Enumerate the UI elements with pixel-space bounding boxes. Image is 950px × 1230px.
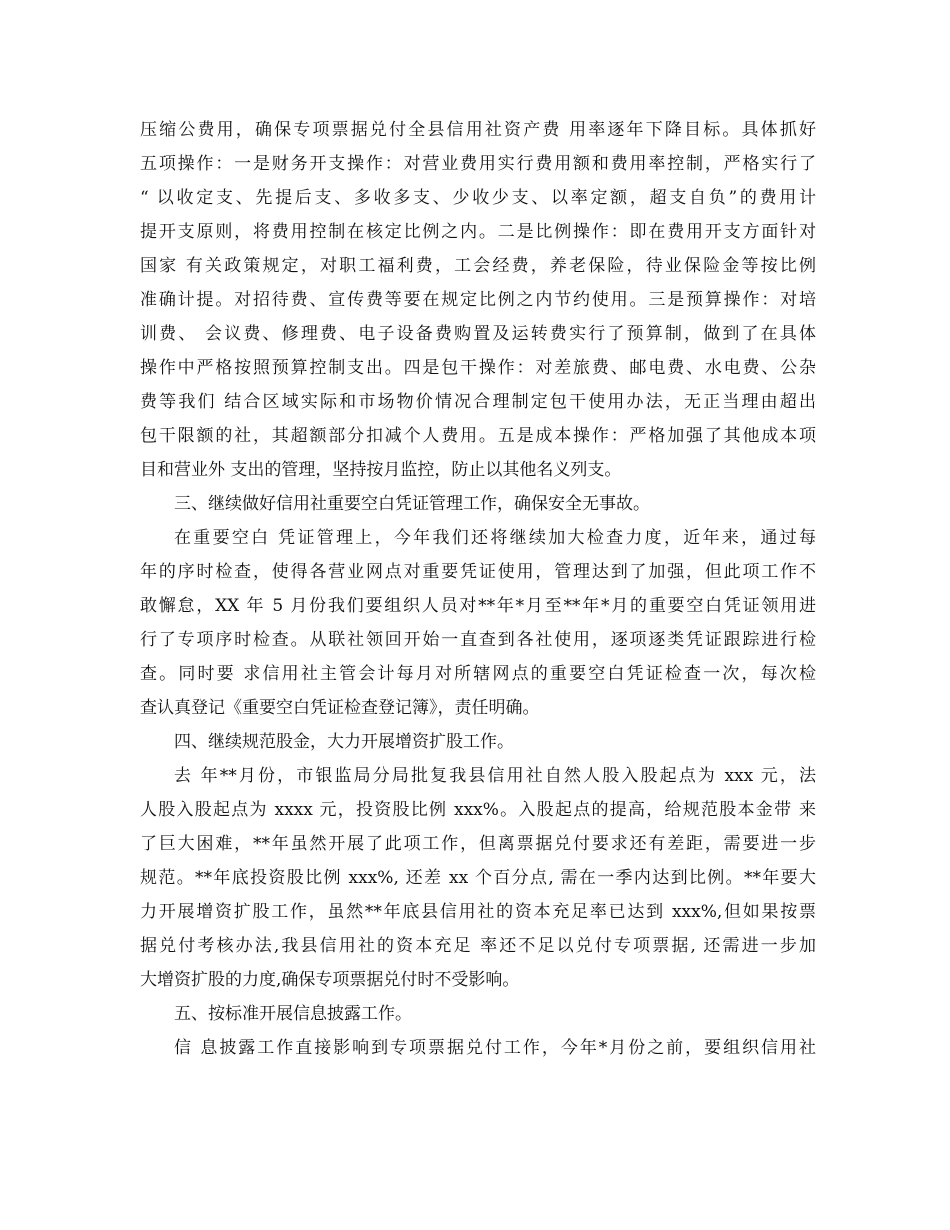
text-line: 年的序时检查，使得各营业网点对重要凭证使用，管理达到了加强，但此项工作不 — [140, 562, 816, 582]
text-line: 国家 有关政策规定，对职工福利费，工会经费，养老保险，待业保险金等按比例 — [140, 256, 816, 276]
text-line: 规范。**年底投资股比例 xxx%, 还差 xx 个百分点, 需在一季内达到比例。**年要大 — [140, 868, 816, 888]
text-line: 去 年**月份，市银监局分局批复我县信用社自然人股入股起点为 xxx 元，法 — [174, 766, 816, 786]
text-line: 压缩公费用，确保专项票据兑付全县信用社资产费 用率逐年下降目标。具体抓好 — [140, 120, 816, 140]
text-line: 操作中严格按照预算控制支出。四是包干操作：对差旅费、邮电费、水电费、公杂 — [140, 358, 816, 378]
text-line: 五、按标准开展信息披露工作。 — [174, 1004, 412, 1024]
text-line: 在重要空白 凭证管理上，今年我们还将继续加大检查力度，近年来，通过每 — [174, 528, 816, 548]
document-page — [140, 113, 816, 1065]
text-line: 了巨大困难，**年虽然开展了此项工作，但离票据兑付要求还有差距，需要进一步 — [140, 834, 816, 854]
text-line: 据兑付考核办法,我县信用社的资本充足 率还不足以兑付专项票据, 还需进一步加 — [140, 936, 816, 956]
text-line: 查。同时要 求信用社主管会计每月对所辖网点的重要空白凭证检查一次，每次检 — [140, 664, 816, 684]
text-line: 包干限额的社，其超额部分扣减个人费用。五是成本操作：严格加强了其他成本项 — [140, 426, 816, 446]
text-line: 查认真登记《重要空白凭证检查登记簿》，责任明确。 — [140, 698, 540, 718]
text-line: 大增资扩股的力度,确保专项票据兑付时不受影响。 — [140, 970, 520, 990]
text-line: 信 息披露工作直接影响到专项票据兑付工作，今年*月份之前，要组织信用社 — [174, 1038, 816, 1058]
text-line: 力开展增资扩股工作，虽然**年底县信用社的资本充足率已达到 xxx%,但如果按票 — [140, 902, 816, 922]
text-line: “ 以收定支、先提后支、多收多支、少收少支、以率定额，超支自负”的费用计 — [140, 188, 816, 208]
text-line: 三、继续做好信用社重要空白凭证管理工作，确保安全无事故。 — [174, 494, 650, 514]
text-line: 行了专项序时检查。从联社领回开始一直查到各社使用，逐项逐类凭证跟踪进行检 — [140, 630, 816, 650]
text-line: 目和营业外 支出的管理，坚持按月监控，防止以其他名义列支。 — [140, 460, 622, 480]
text-line: 训费、 会议费、修理费、电子设备费购置及运转费实行了预算制，做到了在具体 — [140, 324, 816, 344]
text-line: 提开支原则，将费用控制在核定比例之内。二是比例操作：即在费用开支方面针对 — [140, 222, 816, 242]
text-line: 人股入股起点为 xxxx 元，投资股比例 xxx%。入股起点的提高，给规范股本金带 来 — [140, 800, 816, 820]
text-line: 准确计提。对招待费、宣传费等要在规定比例之内节约使用。三是预算操作：对培 — [140, 290, 816, 310]
text-line: 费等我们 结合区域实际和市场物价情况合理制定包干使用办法，无正当理由超出 — [140, 392, 816, 412]
text-line: 敢懈怠，XX 年 5 月份我们要组织人员对**年*月至**年*月的重要空白凭证领用进 — [140, 596, 816, 616]
text-line: 四、继续规范股金，大力开展增资扩股工作。 — [174, 732, 514, 752]
text-line: 五项操作：一是财务开支操作：对营业费用实行费用额和费用率控制，严格实行了 — [140, 154, 816, 174]
